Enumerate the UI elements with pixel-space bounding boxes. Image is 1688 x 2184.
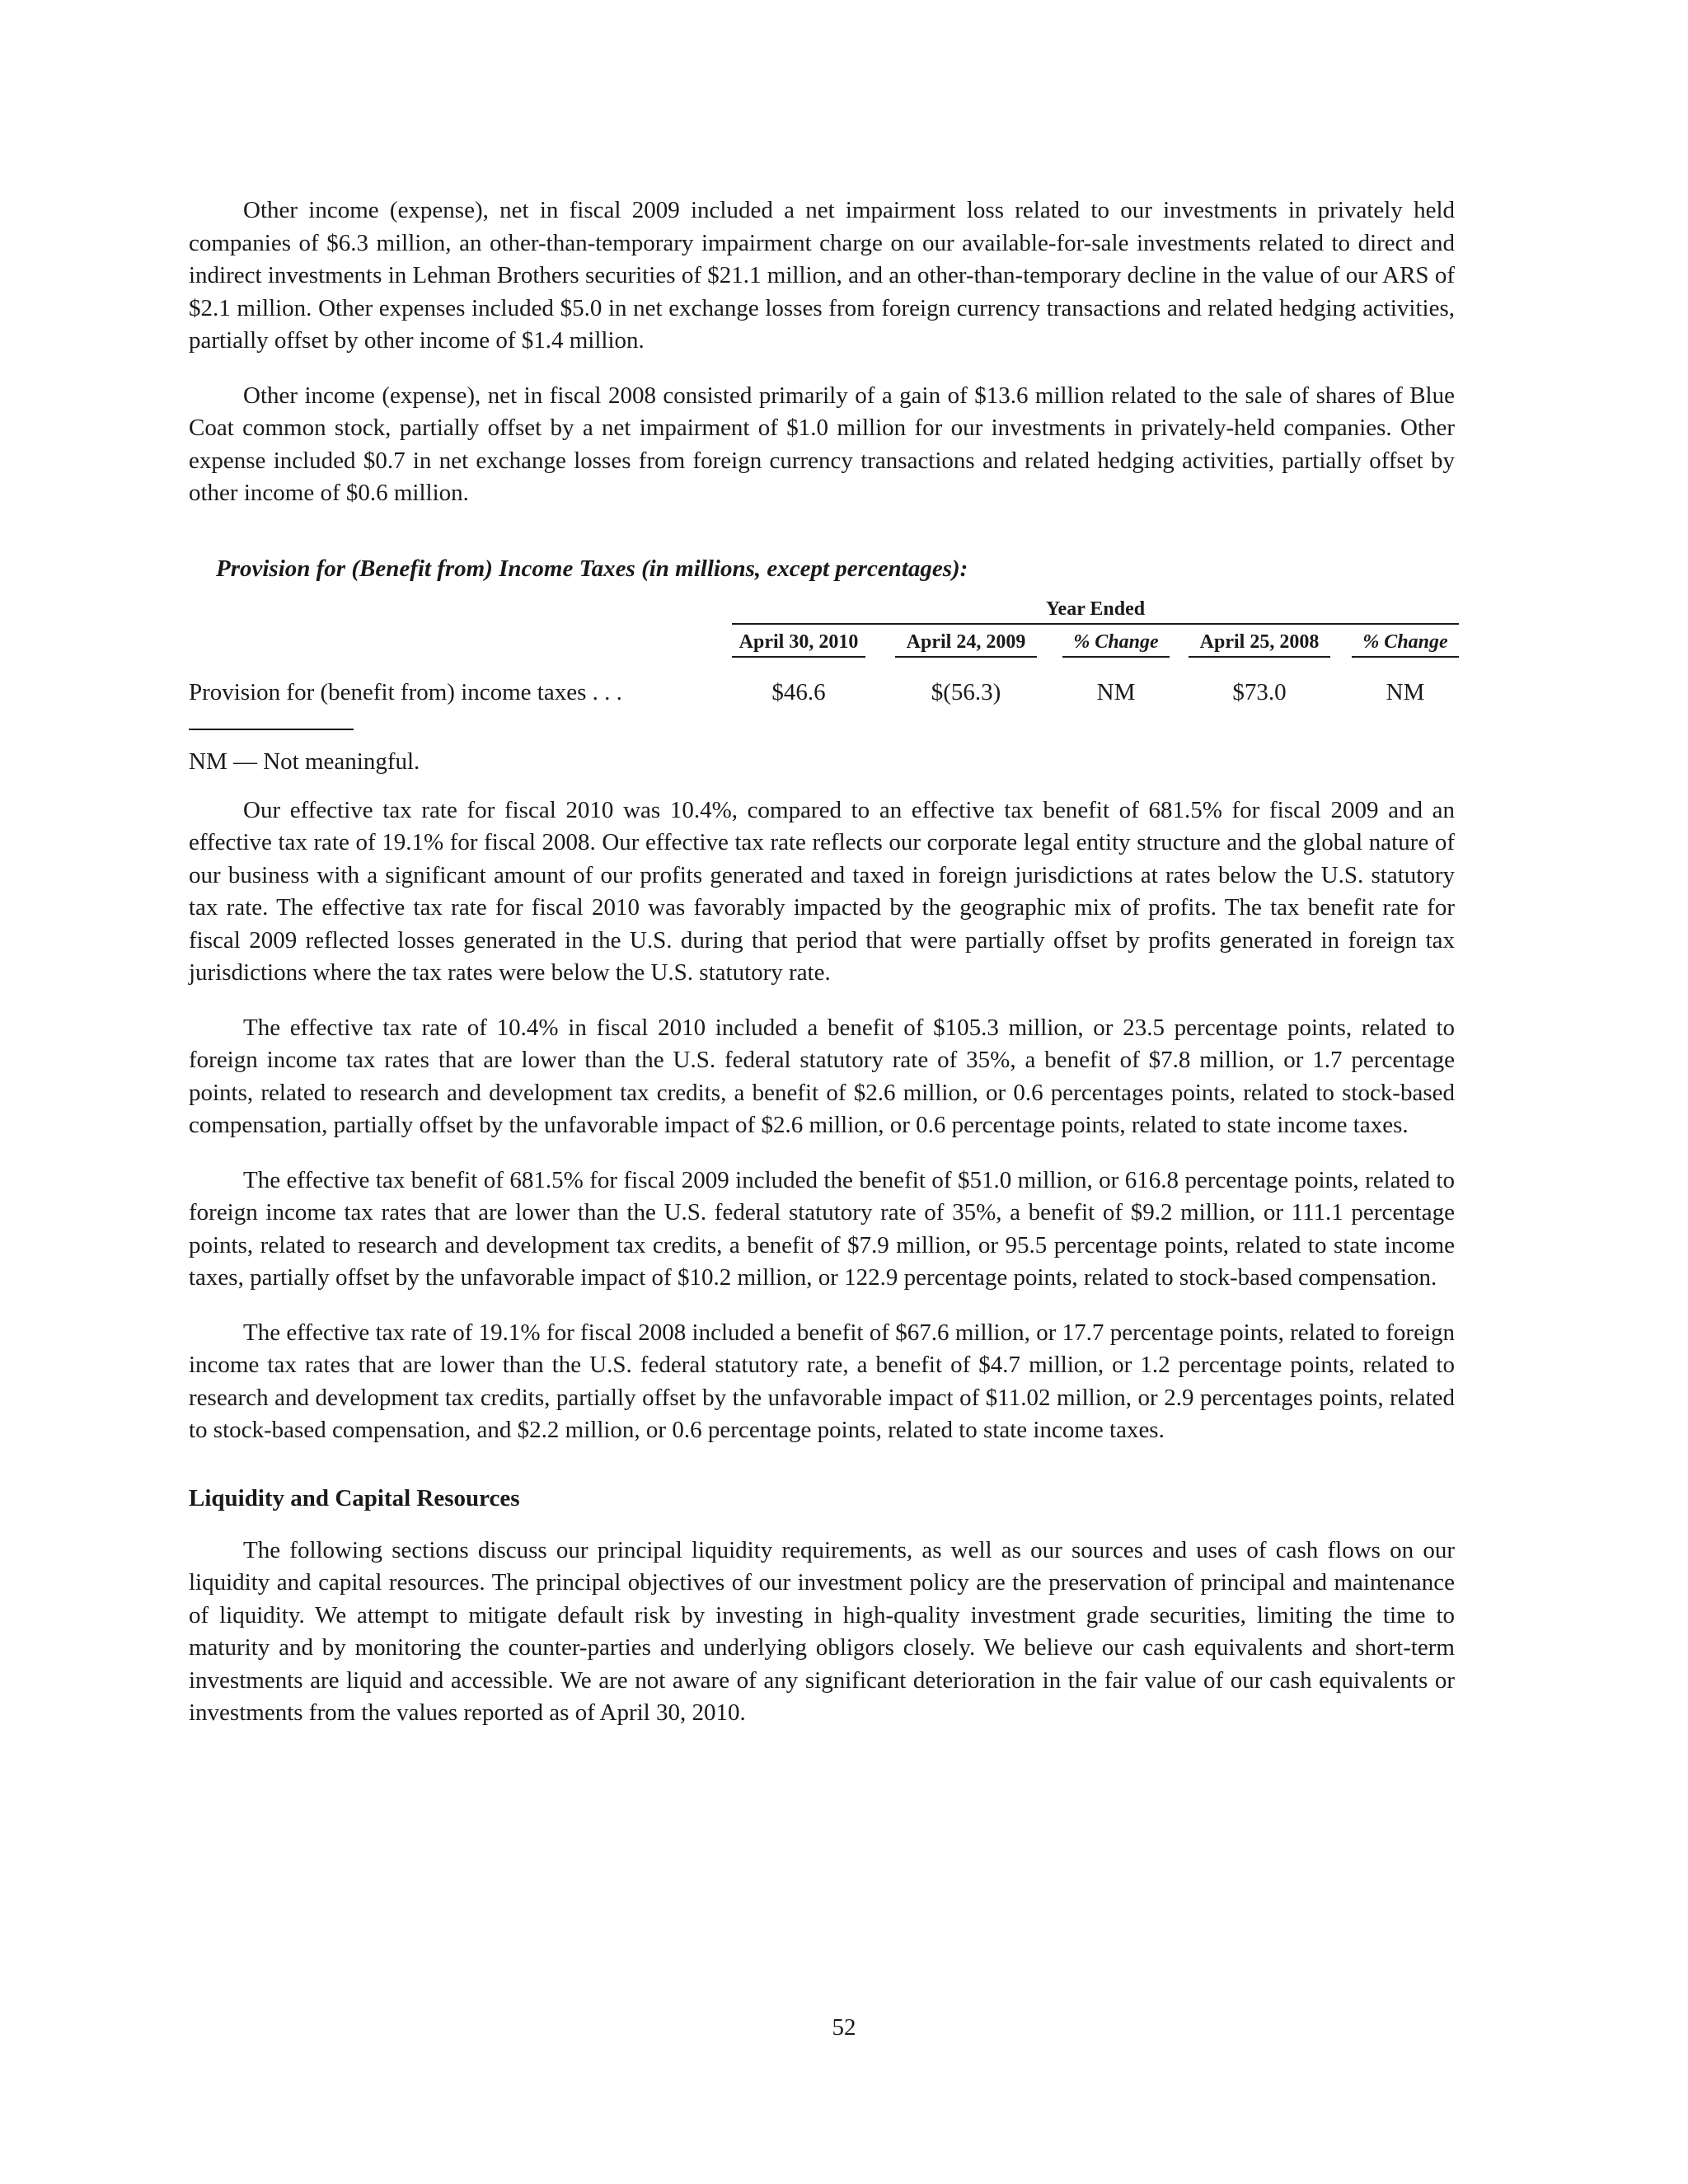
col-header-pct-change-2: % Change xyxy=(1352,630,1459,658)
paragraph-fiscal-2009-benefit: The effective tax benefit of 681.5% for fiscal 2009 included the benefit of $51.0 million, or 616.8 percentage points, related to foreign income tax rates that are lower than the U.S. federal statutory rate of 35%, a benefit of $9.2 million, or 111.1 percentage points, related to research and development tax credits, a benefit of $7.9 million, or 95.5 percentage points, related to state income taxes, partially offset by the unfavorable impact of $10.2 million, or 122.9 percentage points, related to stock-based compensation. xyxy=(189,1166,1455,1291)
cell-2009: $(56.3) xyxy=(931,678,1001,705)
paragraph-other-income-2009: Other income (expense), net in fiscal 2009 included a net impairment loss related to our investments in privately held companies of $6.3 million, an other-than-temporary impairment charge on our available-for-sale investments related to direct and indirect investments in Lehman Brothers securities of $21.1 million, and an other-than-temporary decline in the value of our ARS of $2.1 million. Other expenses included $5.0 in net exchange losses from foreign currency transactions and related hedging activities, partially offset by other income of $1.4 million. xyxy=(189,197,1455,354)
cell-pct-change-2: NM xyxy=(1386,678,1425,705)
col-header-pct-change-1: % Change xyxy=(1062,630,1170,658)
paragraph-effective-tax-rate: Our effective tax rate for fiscal 2010 was 10.4%, compared to an effective tax benefit of 681.5% for fiscal 2009 and an effective tax rate of 19.1% for fiscal 2008. Our effective tax rate reflects our corporate legal entity structure and the global nature of our business with a significant amount of our profits generated and taxed in foreign jurisdictions at rates below the U.S. statutory tax rate. The effective tax rate for fiscal 2010 was favorably impacted by the geographic mix of profits. The tax benefit rate for fiscal 2009 reflected losses generated in the U.S. during that period that were partially offset by profits generated in foreign tax jurisdictions where the tax rates were below the U.S. statutory rate. xyxy=(189,796,1455,986)
footnote-nm: NM — Not meaningful. xyxy=(189,748,420,775)
paragraph-other-income-2008: Other income (expense), net in fiscal 2008 consisted primarily of a gain of $13.6 million related to the sale of shares of Blue Coat common stock, partially offset by a net impairment of $1.0 million for our investments in privately-held companies. Other expense included $0.7 in net exchange losses from foreign currency transactions and related hedging activities, partially offset by other income of $0.6 million. xyxy=(189,382,1455,506)
year-ended-header: Year Ended xyxy=(732,597,1459,625)
cell-2010: $46.6 xyxy=(771,678,826,705)
table-row xyxy=(189,676,1455,712)
col-header-april-25-2008: April 25, 2008 xyxy=(1189,630,1330,658)
document-page xyxy=(189,194,1455,1752)
cell-2008: $73.0 xyxy=(1232,678,1287,705)
cell-pct-change-1: NM xyxy=(1096,678,1136,705)
footnote-divider xyxy=(189,729,354,730)
page-number: 52 xyxy=(832,2014,856,2041)
tax-section-title: Provision for (Benefit from) Income Taxes (in millions, except percentages): xyxy=(216,555,968,582)
col-header-april-30-2010: April 30, 2010 xyxy=(732,630,865,658)
paragraph-fiscal-2010-rate: The effective tax rate of 10.4% in fiscal 2010 included a benefit of $105.3 million, or 23.5 percentage points, related to foreign income tax rates that are lower than the U.S. federal statutory rate of 35%, a benefit of $7.8 million, or 1.7 percentage points, related to research and development tax credits, a benefit of $2.6 million, or 0.6 percentages points, related to stock-based compensation, partially offset by the unfavorable impact of $2.6 million, or 0.6 percentage points, related to state income taxes. xyxy=(189,1014,1455,1138)
paragraph-fiscal-2008-rate: The effective tax rate of 19.1% for fiscal 2008 included a benefit of $67.6 million, or 17.7 percentage points, related to foreign income tax rates that are lower than the U.S. federal statutory rate, a benefit of $4.7 million, or 1.2 percentage points, related to research and development tax credits, partially offset by the unfavorable impact of $11.02 million, or 2.9 percentages points, related to stock-based compensation, and $2.2 million, or 0.6 percentage points, related to state income taxes. xyxy=(189,1319,1455,1443)
row-label-provision: Provision for (benefit from) income taxes . . . xyxy=(189,678,622,705)
col-header-april-24-2009: April 24, 2009 xyxy=(895,630,1037,658)
tax-table-header xyxy=(189,597,1455,654)
paragraph-liquidity: The following sections discuss our principal liquidity requirements, as well as our sources and uses of cash flows on our liquidity and capital resources. The principal objectives of our investment policy are the preservation of principal and maintenance of liquidity. We attempt to mitigate default risk by investing in high-quality investment grade securities, limiting the time to maturity and by monitoring the counter-parties and underlying obligors closely. We believe our cash equivalents and short-term investments are liquid and accessible. We are not aware of any significant deterioration in the fair value of our cash equivalents or investments from the values reported as of April 30, 2010. xyxy=(189,1536,1455,1726)
liquidity-heading: Liquidity and Capital Resources xyxy=(189,1484,520,1511)
